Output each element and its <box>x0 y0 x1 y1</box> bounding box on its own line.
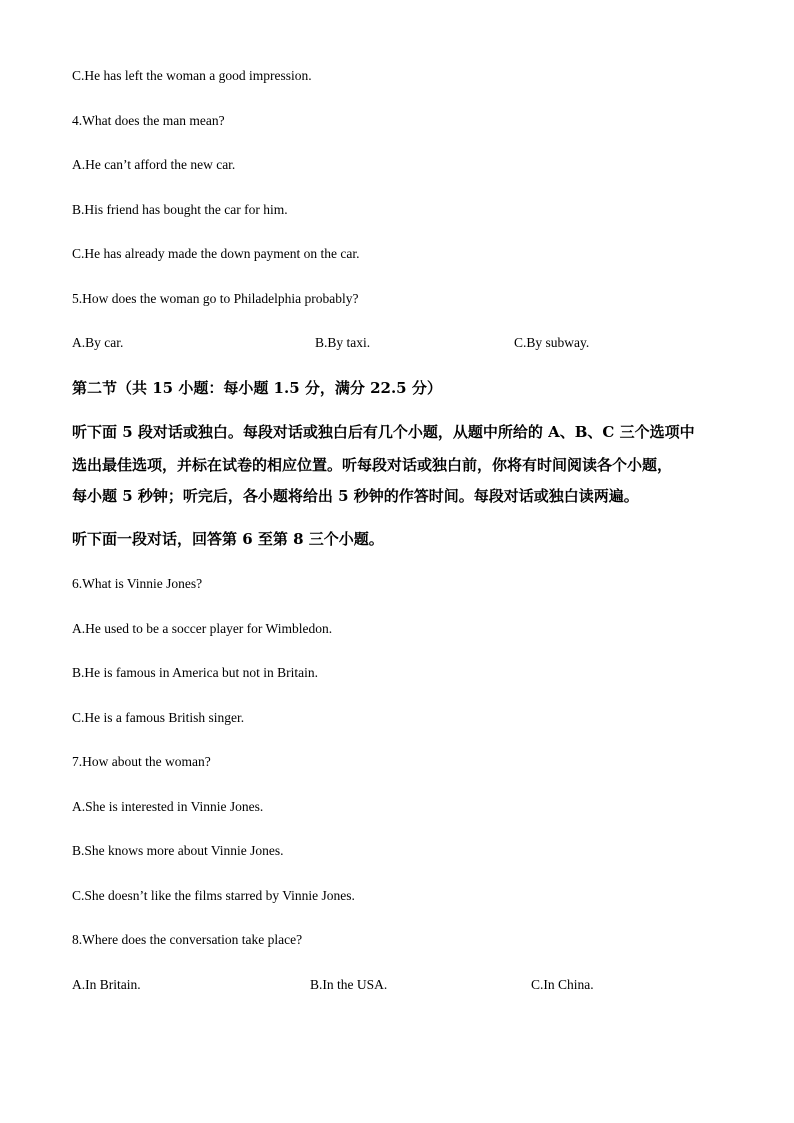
q5-option-b: B.By taxi. <box>315 335 371 350</box>
section2-heading: 第二节（共 15 小题：每小题 1.5 分，满分 22.5 分） <box>72 379 442 397</box>
q4-option-c: C.He has already made the down payment on the car. <box>72 246 360 261</box>
q4-option-a: A.He can’t afford the new car. <box>72 157 236 172</box>
q7-option-a: A.She is interested in Vinnie Jones. <box>72 799 264 814</box>
q4-option-b: B.His friend has bought the car for him. <box>72 202 288 217</box>
q5-option-a: A.By car. <box>72 335 124 350</box>
section2-instruction-line-1: 听下面 5 段对话或独白。每段对话或独白后有几个小题，从题中所给的 A、B、C 三个选项中 <box>72 423 695 441</box>
q6-option-a: A.He used to be a soccer player for Wimbledon. <box>72 621 333 636</box>
q6-option-c: C.He is a famous British singer. <box>72 710 245 725</box>
dialogue-intro: 听下面一段对话，回答第 6 至第 8 三个小题。 <box>72 530 384 548</box>
q7-option-c: C.She doesn’t like the films starred by Vinnie Jones. <box>72 888 355 903</box>
q8-option-a: A.In Britain. <box>72 977 141 992</box>
q8-stem: 8.Where does the conversation take place? <box>72 932 303 947</box>
q8-option-c: C.In China. <box>531 977 594 992</box>
q6-stem: 6.What is Vinnie Jones? <box>72 576 203 591</box>
q7-stem: 7.How about the woman? <box>72 754 211 769</box>
section2-instruction-line-2: 选出最佳选项，并标在试卷的相应位置。听每段对话或独白前，你将有时间阅读各个小题， <box>72 456 673 474</box>
q4-stem: 4.What does the man mean? <box>72 113 225 128</box>
q7-option-b: B.She knows more about Vinnie Jones. <box>72 843 284 858</box>
q5-stem: 5.How does the woman go to Philadelphia probably? <box>72 291 359 306</box>
q8-option-b: B.In the USA. <box>310 977 388 992</box>
q3-option-c: C.He has left the woman a good impression. <box>72 68 312 83</box>
q5-option-c: C.By subway. <box>514 335 590 350</box>
q6-option-b: B.He is famous in America but not in Britain. <box>72 665 318 680</box>
section2-instruction-line-3: 每小题 5 秒钟；听完后，各小题将给出 5 秒钟的作答时间。每段对话或独白读两遍。 <box>72 487 639 505</box>
